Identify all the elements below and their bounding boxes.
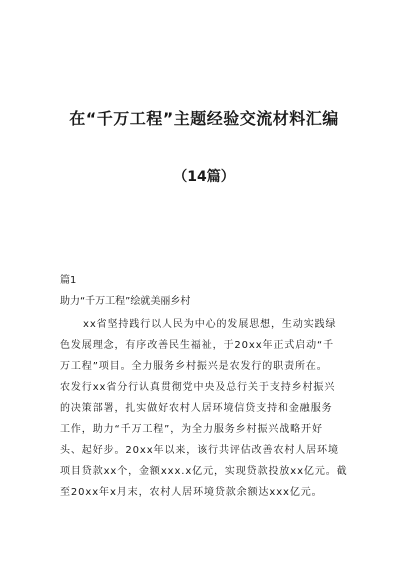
document-subtitle: （14篇） — [173, 169, 235, 185]
article-section — [60, 270, 360, 503]
document-title: 在“千万工程”主题经验交流材料汇编 — [69, 109, 339, 128]
article-number-label: 篇1 — [60, 275, 77, 286]
paragraph-line: xx省坚持践行以人民为中心的发展思想，生动实践绿 — [83, 319, 337, 330]
paragraph-line: 头、起好步。20xx年以来，该行共评估改善农村人居环境 — [60, 445, 339, 456]
paragraph-line: 项目贷款xx个，金额xxx.x亿元，实现贷款投放xx亿元。截 — [60, 466, 348, 477]
paragraph-line: 工作，助力“千万工程”，为全力服务乡村振兴战略开好 — [60, 424, 323, 435]
paragraph-line: 色发展理念，有序改善民生福祉，于20xx年正式启动“千 — [60, 340, 335, 351]
paragraph-line: 农发行xx省分行认真贯彻党中央及总行关于支持乡村振兴 — [60, 382, 336, 393]
paragraph-line: 万工程”项目。全力服务乡村振兴是农发行的职责所在。 — [60, 361, 328, 372]
paragraph-line: 的决策部署，扎实做好农村人居环境信贷支持和金融服务 — [60, 403, 333, 414]
paragraph-line: 至20xx年x月末，农村人居环境贷款余额达xxx亿元。 — [60, 487, 323, 498]
article-heading: 助力“千万工程”绘就美丽乡村 — [60, 296, 191, 307]
